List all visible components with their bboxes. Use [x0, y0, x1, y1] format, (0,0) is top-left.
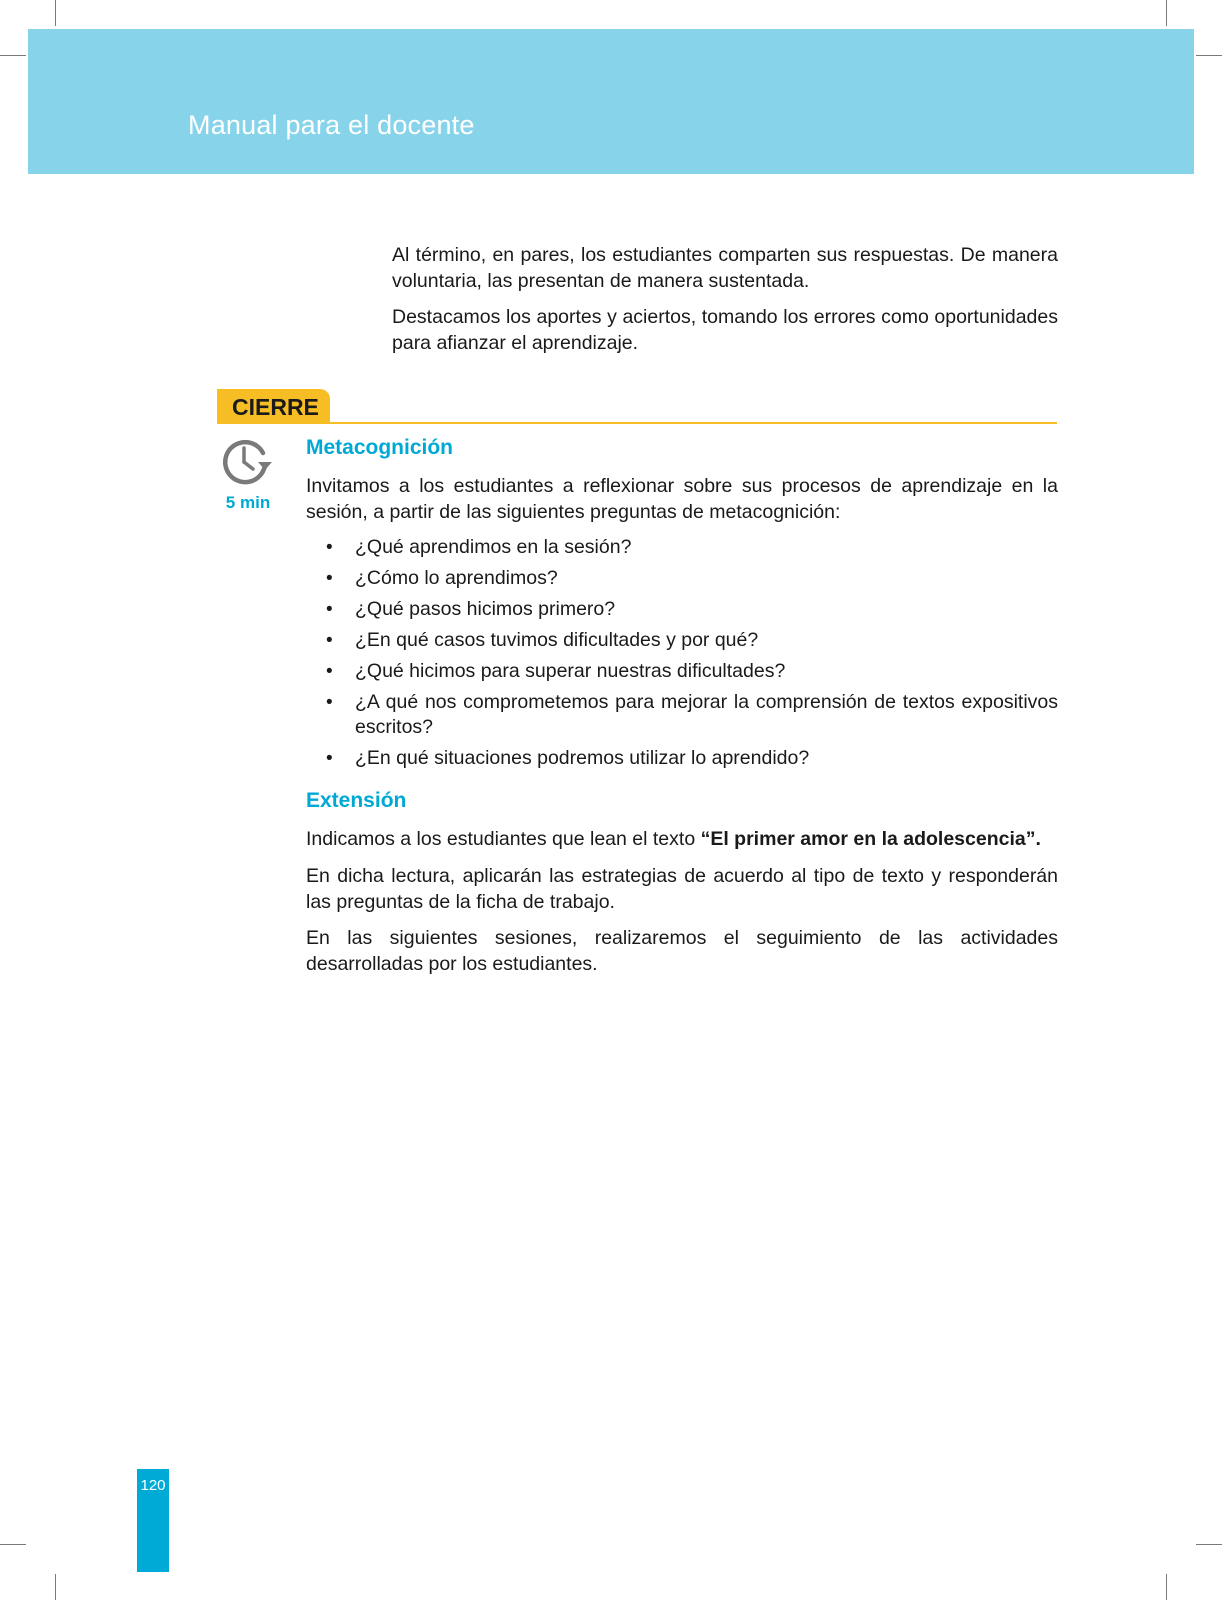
question-text: ¿En qué casos tuvimos dificultades y por qué? [355, 629, 759, 651]
crop-mark [55, 1574, 56, 1600]
reading-title: “El primer amor en la adolescencia”. [700, 828, 1041, 850]
cierre-section-tab: CIERRE [217, 389, 330, 424]
list-item [306, 566, 1058, 591]
list-item [306, 690, 1058, 740]
bullet-icon: • [326, 599, 333, 620]
crop-mark [55, 0, 56, 26]
header-band [28, 29, 1194, 174]
extension-heading: Extensión [306, 789, 407, 812]
metacognicion-question-list [306, 535, 1058, 777]
question-text: ¿Qué pasos hicimos primero? [355, 598, 616, 620]
metacognicion-intro: Invitamos a los estudiantes a reflexionar sobre sus procesos de aprendizaje en la sesión, a partir de las siguientes preguntas de metacognición: [306, 475, 1058, 523]
bullet-icon: • [326, 748, 333, 769]
crop-mark [1196, 55, 1222, 56]
intro-paragraph-1: Al término, en pares, los estudiantes comparten sus respuestas. De manera voluntaria, las presentan de manera sustentada. [392, 244, 1058, 292]
question-text: ¿Qué hicimos para superar nuestras dificultades? [355, 660, 786, 682]
bullet-icon: • [326, 630, 333, 651]
intro-paragraph-2: Destacamos los aportes y aciertos, tomando los errores como oportunidades para afianzar el aprendizaje. [392, 306, 1058, 354]
crop-mark [0, 55, 26, 56]
metacognicion-heading: Metacognición [306, 436, 454, 459]
page-number: 120 [140, 1477, 166, 1494]
time-duration-label: 5 min [225, 493, 271, 512]
bullet-icon: • [326, 568, 333, 589]
crop-mark [1166, 0, 1167, 26]
list-item [306, 628, 1058, 653]
clock-icon [222, 437, 274, 485]
question-text: ¿Cómo lo aprendimos? [355, 567, 558, 589]
question-text: ¿A qué nos comprometemos para mejorar la comprensión de textos expositivos escritos? [355, 691, 1058, 738]
question-text: ¿Qué aprendimos en la sesión? [355, 536, 632, 558]
extension-text: Indicamos a los estudiantes que lean el texto [306, 828, 701, 850]
list-item [306, 659, 1058, 684]
question-text: ¿En qué situaciones podremos utilizar lo aprendido? [355, 747, 810, 769]
list-item [306, 746, 1058, 771]
extension-paragraph-3: En las siguientes sesiones, realizaremos el seguimiento de las actividades desarrolladas por los estudiantes. [306, 927, 1058, 975]
bullet-icon: • [326, 661, 333, 682]
list-item [306, 535, 1058, 560]
bullet-icon: • [326, 692, 333, 713]
crop-mark [1196, 1544, 1222, 1545]
extension-paragraph-1 [306, 826, 1058, 852]
extension-paragraph-2: En dicha lectura, aplicarán las estrategias de acuerdo al tipo de texto y responderán las preguntas de la ficha de trabajo. [306, 865, 1058, 913]
crop-mark [0, 1544, 26, 1545]
cierre-divider [217, 422, 1057, 424]
bullet-icon: • [326, 537, 333, 558]
list-item [306, 597, 1058, 622]
crop-mark [1166, 1574, 1167, 1600]
page-header-title: Manual para el docente [188, 110, 475, 140]
